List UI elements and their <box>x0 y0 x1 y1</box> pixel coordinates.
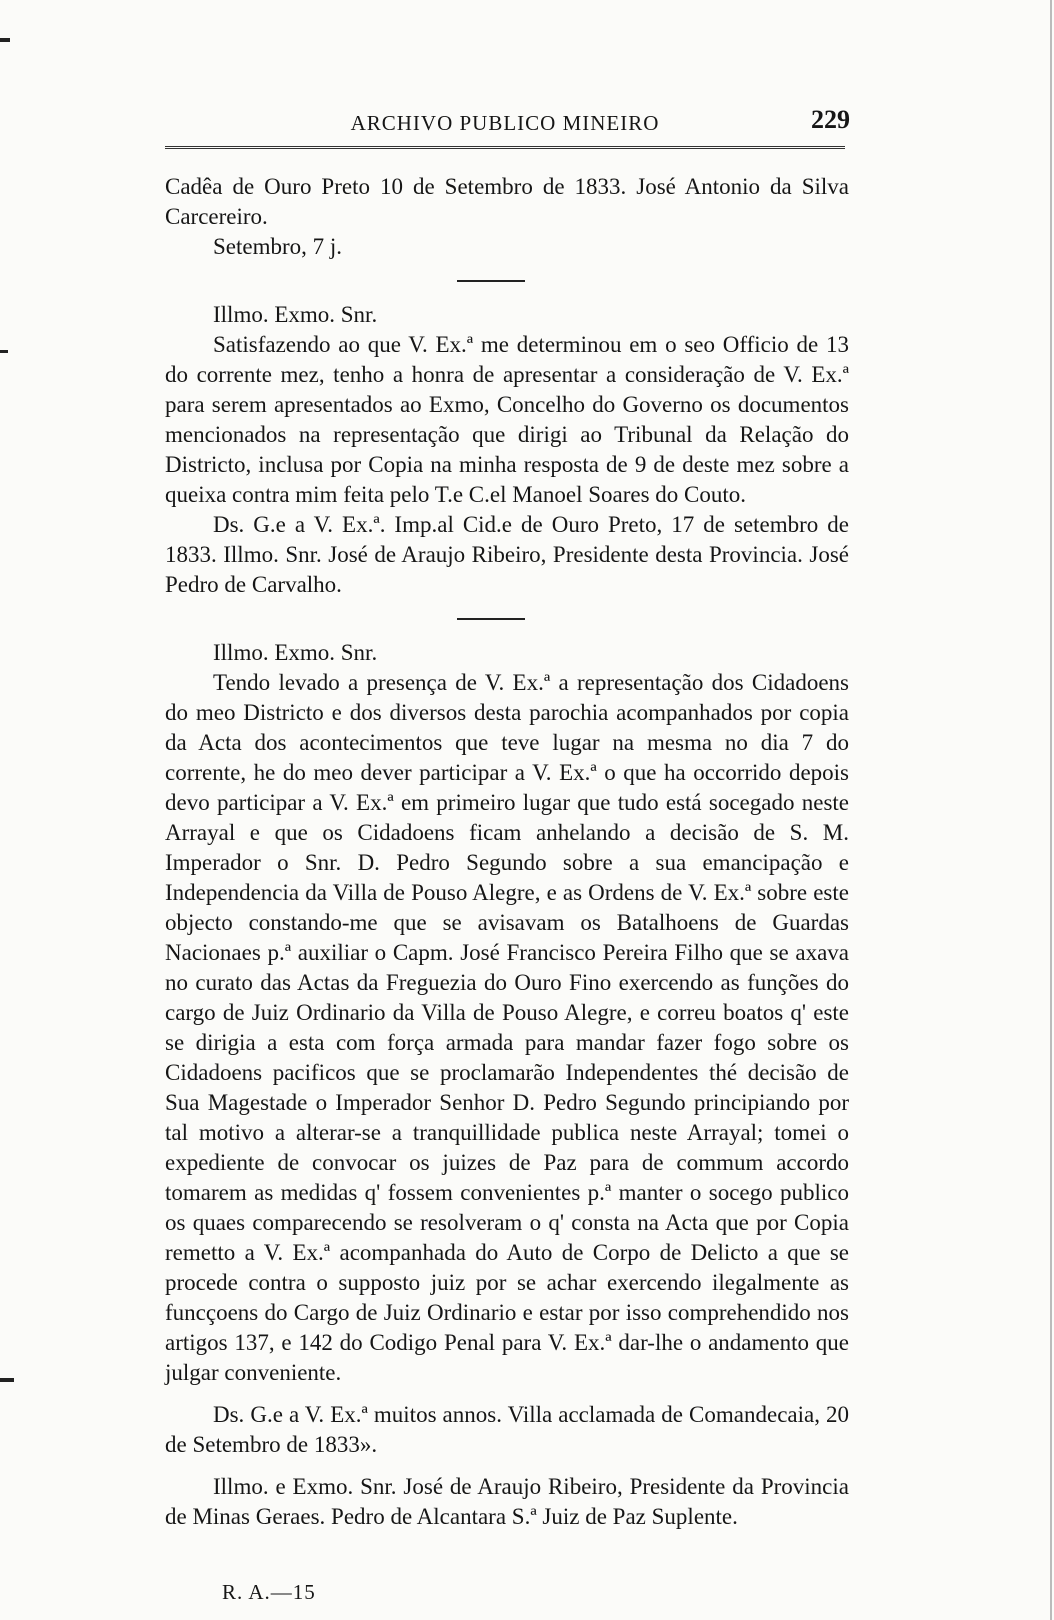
salutation: Illmo. Exmo. Snr. <box>213 640 378 665</box>
salutation: Illmo. Exmo. Snr. <box>213 302 378 327</box>
letter-closing: Ds. G.e a V. Ex.ª muitos annos. Villa acclamada de Comandecaia, 20 de Setembro de 1833». <box>165 1402 849 1457</box>
page-header <box>160 105 850 145</box>
letter-body: Tendo levado a presença de V. Ex.ª a representação dos Cidadoens do meo Districto e dos diversos desta parochia acompanhados por copia da Acta dos acontecimentos que teve lugar na mesma no dia 7 do corrente, he do meo dever participar a V. Ex.ª o que ha occorrido depois devo participar a V. Ex.ª em primeiro lugar que tudo está socegado neste Arrayal e que os Cidadoens ficam anhelando a decisão de S. M. Imperador o Snr. D. Pedro Segundo sobre a sua emancipação e Independencia da Villa de Pouso Alegre, e as Ordens de V. Ex.ª sobre este objecto constando-me que se avisavam os Batalhoens de Guardas Nacionaes p.ª auxiliar o Capm. José Francisco Pereira Filho que se axava no curato das Actas da Freguezia do Ouro Fino exercendo as funções do cargo de Juiz Ordinario da Villa de Pouso Alegre, e correu boatos q' este se dirigia a esta com força armada para mandar fazer fogo sobre os Cidadoens pacificos que se proclamarão Independentes thé decisão de Sua Magestade o Imperador Senhor D. Pedro Segundo principiando por tal motivo a alterar-se a tranquillidade publica neste Arrayal; tomei o expediente de convocar os juizes de Paz para de commum accordo tomarem as medidas q' fossem convenientes p.ª manter o socego publico os quaes comparecendo se resolveram o q' consta na Acta que por Copia remetto a V. Ex.ª acompanhada do Auto de Corpo de Delicto a que se procede contra o supposto juiz por se achar exercendo ilegalmente as funcçoens do Cargo de Juiz Ordinario e estar por isso comprehendido nos artigos 137, e 142 do Codigo Penal para V. Ex.ª dar-lhe o andamento que julgar conveniente. <box>165 670 849 1385</box>
header-rule <box>165 146 845 149</box>
scan-mark <box>0 350 8 353</box>
signature-mark: R. A.—15 <box>222 1580 316 1604</box>
letter-closing: Ds. G.e a V. Ex.ª. Imp.al Cid.e de Ouro Preto, 17 de setembro de 1833. Illmo. Snr. José de Araujo Ribeiro, Presidente desta Provincia. José Pedro de Carvalho. <box>165 512 849 597</box>
section-divider <box>457 618 525 620</box>
page-edge <box>1050 0 1052 1620</box>
scan-mark <box>0 1378 14 1382</box>
running-title: ARCHIVO PUBLICO MINEIRO <box>350 111 660 135</box>
body-text <box>165 172 849 1532</box>
scan-mark <box>0 38 10 42</box>
page-number: 229 <box>811 105 850 134</box>
paragraph-prison-note: Cadêa de Ouro Preto 10 de Setembro de 1833. José Antonio da Silva Carcereiro. <box>165 174 849 229</box>
paragraph-date-note: Setembro, 7 j. <box>213 234 343 259</box>
section-divider <box>457 280 525 282</box>
letter-body: Satisfazendo ao que V. Ex.ª me determinou em o seo Officio de 13 do corrente mez, tenho a honra de apresentar a consideração de V. Ex.ª para serem apresentados ao Exmo, Concelho do Governo os documentos mencionados na representação que dirigi ao Tribunal da Relação do Districto, inclusa por Copia na minha resposta de 9 de deste mez sobre a queixa contra mim feita pelo T.e C.el Manoel Soares do Couto. <box>165 332 849 507</box>
letter-addressee: Illmo. e Exmo. Snr. José de Araujo Ribeiro, Presidente da Provincia de Minas Geraes. Pedro de Alcantara S.ª Juiz de Paz Suplente. <box>165 1474 849 1529</box>
